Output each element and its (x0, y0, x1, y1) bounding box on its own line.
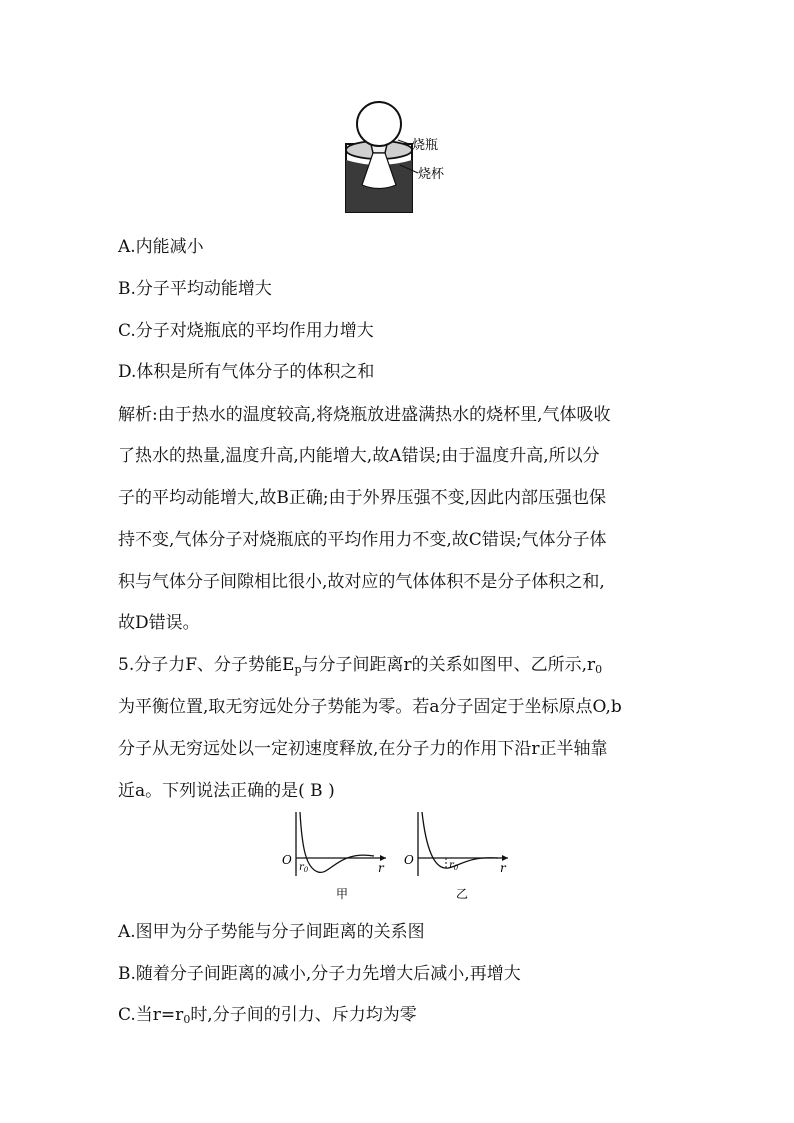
yi-r0: $r_0$ (449, 860, 459, 872)
label-flask: 烧瓶 (412, 138, 439, 153)
yi-origin: O (404, 853, 414, 867)
q5-line-3: 分子从无穷远处以一定初速度释放,在分子力的作用下沿r正半轴靠 (118, 739, 608, 759)
q4-option-c: C.分子对烧瓶底的平均作用力增大 (118, 321, 374, 341)
analysis-line-1: 解析:由于热水的温度较高,将烧瓶放进盛满热水的烧杯里,气体吸收 (118, 405, 611, 425)
potential-force-graphs (278, 808, 518, 908)
q4-option-d: D.体积是所有气体分子的体积之和 (118, 362, 375, 382)
analysis-line-5: 积与气体分子间隙相比很小,故对应的气体体积不是分子体积之和, (118, 572, 605, 592)
q5-line-1: 5.分子力F、分子势能$E_p$与分子间距离r的关系如图甲、乙所示$,r_0$ (118, 655, 603, 676)
graph-jia (282, 812, 386, 901)
graph-yi (404, 812, 508, 901)
analysis-line-2: 了热水的热量,温度升高,内能增大,故A错误;由于温度升高,所以分 (118, 446, 600, 466)
analysis-line-6: 故D错误。 (118, 613, 200, 633)
jia-origin: O (282, 853, 292, 867)
flask-bulb (357, 102, 401, 146)
jia-caption: 甲 (336, 887, 349, 901)
q5-option-b: B.随着分子间距离的减小,分子力先增大后减小,再增大 (118, 964, 521, 984)
jia-curve (300, 812, 374, 872)
flask-beaker-figure (340, 100, 460, 215)
q5-option-c: C.当$r=r_0$时,分子间的引力、斥力均为零 (118, 1005, 417, 1026)
yi-curve (422, 812, 498, 868)
label-beaker: 烧杯 (418, 167, 445, 182)
q5-option-a: A.图甲为分子势能与分子间距离的关系图 (118, 922, 425, 942)
jia-r0: $r_0$ (299, 862, 309, 874)
q4-option-b: B.分子平均动能增大 (118, 279, 272, 299)
analysis-line-4: 持不变,气体分子对烧瓶底的平均作用力不变,故C错误;气体分子体 (118, 530, 607, 550)
yi-caption: 乙 (456, 887, 469, 901)
jia-axis-r: r (378, 861, 384, 875)
q5-line-4: 近a。下列说法正确的是( B ) (118, 781, 335, 801)
yi-axis-r: r (500, 861, 506, 875)
q4-option-a: A.内能减小 (118, 237, 204, 257)
analysis-line-3: 子的平均动能增大,故B正确;由于外界压强不变,因此内部压强也保 (118, 488, 607, 508)
q5-line-2: 为平衡位置,取无穷远处分子势能为零。若a分子固定于坐标原点O,b (118, 697, 622, 717)
